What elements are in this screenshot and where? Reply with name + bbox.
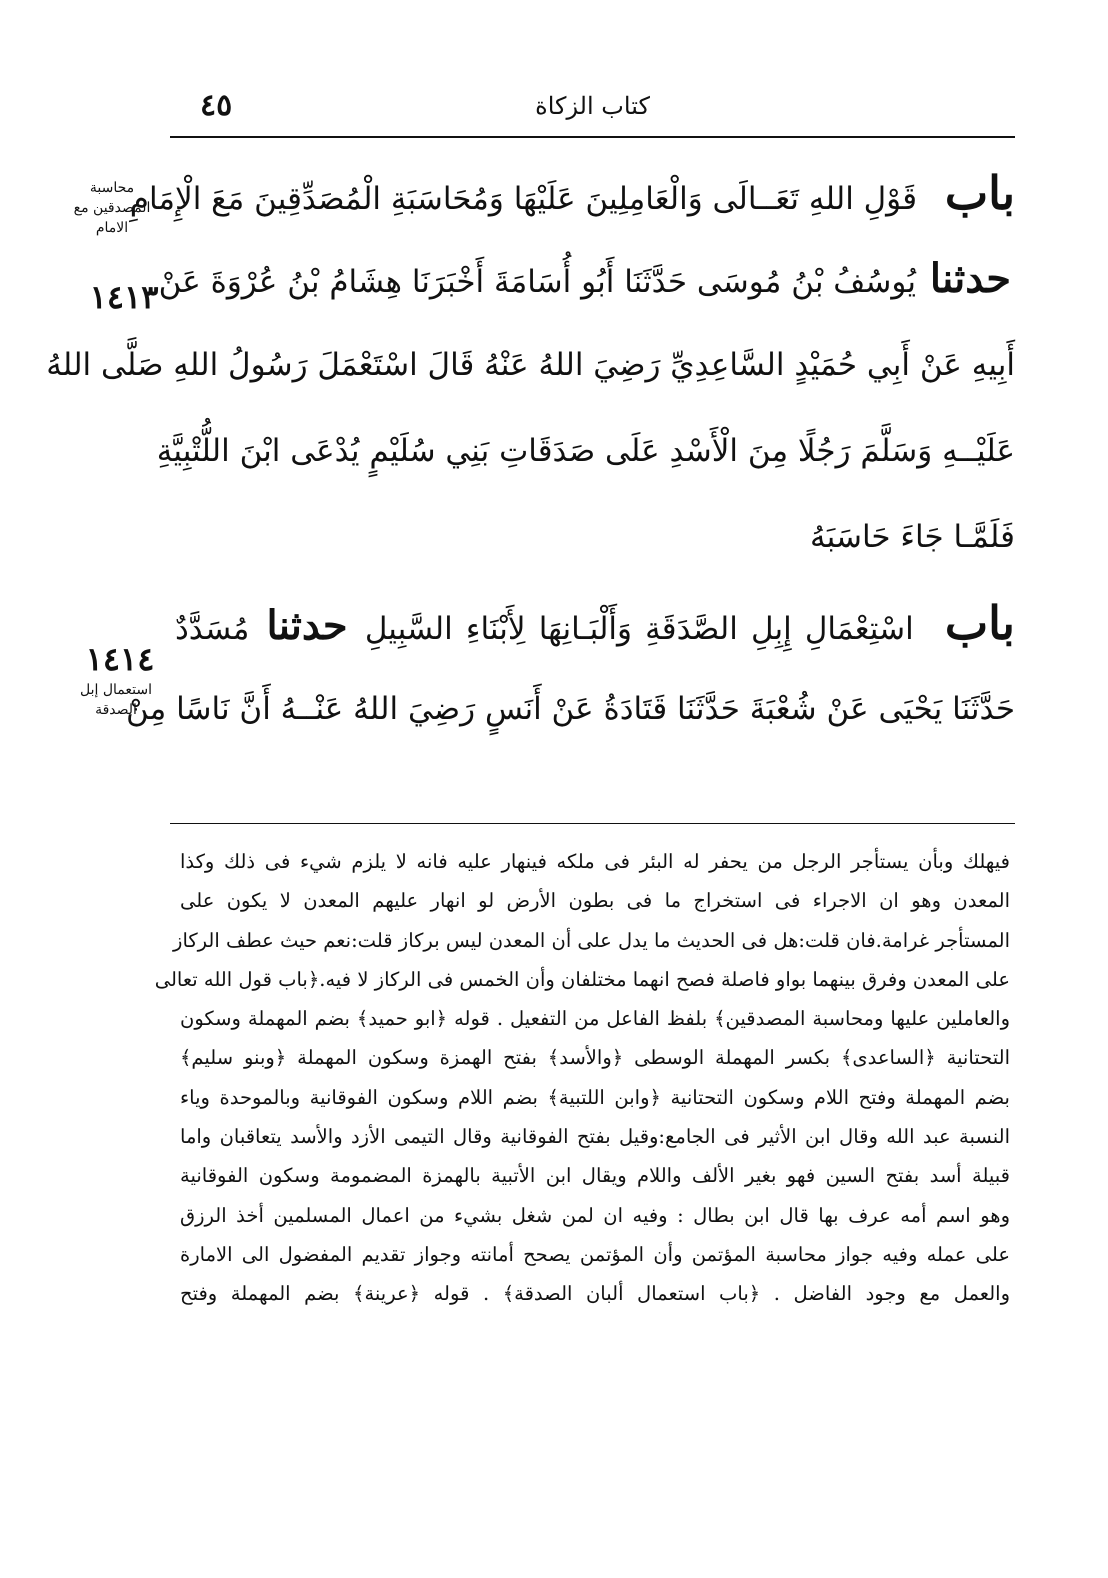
hadith-line-4: عَلَيْــهِ وَسَلَّمَ رَجُلًا مِنَ الْأَسْدِ عَلَى صَدَقَاتِ بَنِي سُلَيْمٍ يُدْعَى ابْنَ اللُّتْبِيَّةِ <box>156 433 1015 469</box>
commentary-line: النسبة عبد الله وقال ابن الأثير فى الجامع:وقيل بفتح الفوقانية وقال التيمى الأزد والأسد يتعاقبان واما <box>180 1125 1010 1149</box>
hadith-number-1413: ١٤١٣ <box>89 278 159 316</box>
page-number: ٤٥ <box>200 88 233 123</box>
commentary-block <box>154 842 1010 1314</box>
chapter-title-1: قَوْلِ اللهِ تَعَــالَى وَالْعَامِلِينَ عَلَيْهَا وَمُحَاسَبَةِ الْمُصَدِّقِينَ مَعَ الْإِمَامِ <box>129 181 918 217</box>
page-header <box>170 88 1015 128</box>
margin-note-chapter-2: استعمال إبل الصدقة <box>80 682 152 718</box>
hadith-number-1414: ١٤١٤ <box>85 640 155 678</box>
commentary-line: والعمل مع وجود الفاضل . ﴿باب استعمال ألبان الصدقة﴾ . قوله ﴿عرينة﴾ بضم المهملة وفتح <box>180 1282 1010 1306</box>
hadith-line-2 <box>158 236 1015 322</box>
commentary-line: على عمله وفيه جواز محاسبة المؤتمن وأن المؤتمن يصحح أمانته وجواز تقديم المفضول الى الامارة <box>180 1242 1010 1266</box>
commentary-line: التحتانية ﴿الساعدى﴾ بكسر المهملة الوسطى ﴿والأسد﴾ بفتح الهمزة وسكون المهملة ﴿وبنو سليم﴾ <box>180 1046 1010 1070</box>
chapter-title-2: اسْتِعْمَالِ إِبِلِ الصَّدَقَةِ وَأَلْبَـانِهَا لِأَبْنَاءِ السَّبِيلِ <box>364 611 914 647</box>
hadith-line-7: حَدَّثَنَا يَحْيَى عَنْ شُعْبَةَ حَدَّثَنَا قَتَادَةُ عَنْ أَنَسٍ رَضِيَ اللهُ عَنْــهُ أَنَّ نَاسًا مِنْ <box>126 691 1015 727</box>
commentary-line: بضم المهملة وفتح اللام وسكون التحتانية ﴿وابن اللتبية﴾ بضم اللام وسكون الفوقانية وبالموحدة وياء <box>180 1085 1010 1109</box>
haddathana-mark-2: حدثنا <box>266 602 348 649</box>
commentary-line: فيهلك وبأن يستأجر الرجل من يحفر له البئر فى ملكه فينهار عليه فانه لا يلزم شيء فى ذلك وكذا <box>180 850 1010 873</box>
header-rule <box>170 136 1015 138</box>
commentary-line: والعاملين عليها ومحاسبة المصدقين﴾ بلفظ الفاعل من التفعيل . قوله ﴿ابو حميد﴾ بضم المهملة وسكون <box>180 1007 1010 1031</box>
bab-heading-2: باب <box>944 596 1015 650</box>
isnad-start-2: مُسَدَّدٌ <box>175 611 250 647</box>
commentary-rule <box>170 823 1015 824</box>
commentary-line: على المعدن وفرق بينهما بواو فاصلة فصح انهما مختلفان وأن الخمس فى الركاز لا فيه.﴿باب قول الله تعالى <box>154 967 1010 991</box>
commentary-line: المعدن وهو ان الاجراء فى استخراج ما فى بطون الأرض لو انهار عليهم المعدن لا يكون على <box>180 889 1010 913</box>
isnad-text-1: يُوسُفُ بْنُ مُوسَى حَدَّثَنَا أَبُو أُسَامَةَ أَخْبَرَنَا هِشَامُ بْنُ عُرْوَةَ عَنْ <box>158 264 917 300</box>
margin-note-chapter-1: محاسبة المصدقين مع الامام <box>73 180 151 236</box>
running-title: كتاب الزكاة <box>535 92 650 120</box>
commentary-line: قبيلة أسد بفتح السين فهو بغير الألف واللام ويقال ابن الأتبية بالهمزة المضمومة وسكون الفوقانية <box>180 1164 1010 1188</box>
hadith-line-1 <box>129 150 1015 236</box>
commentary-line: المستأجر غرامة.فان قلت:هل فى الحديث ما يدل على أن المعدن ليس بركاز قلت:نعم حيث عطف الركاز <box>173 928 1010 952</box>
hadith-line-3: أَبِيهِ عَنْ أَبِي حُمَيْدٍ السَّاعِدِيِّ رَضِيَ اللهُ عَنْهُ قَالَ اسْتَعْمَلَ رَسُولُ اللهِ صَلَّى اللهُ <box>46 347 1015 383</box>
bab-heading: باب <box>944 166 1015 220</box>
hadith-line-6 <box>175 580 1015 666</box>
commentary-line: وهو اسم أمه عرف بها قال ابن بطال : وفيه ان لمن شغل بشيء من اعمال المسلمين أخذ الرزق <box>180 1203 1010 1227</box>
hadith-line-5: فَلَمَّـا جَاءَ حَاسَبَهُ <box>810 519 1015 555</box>
haddathana-mark: حدثنا <box>929 255 1011 302</box>
